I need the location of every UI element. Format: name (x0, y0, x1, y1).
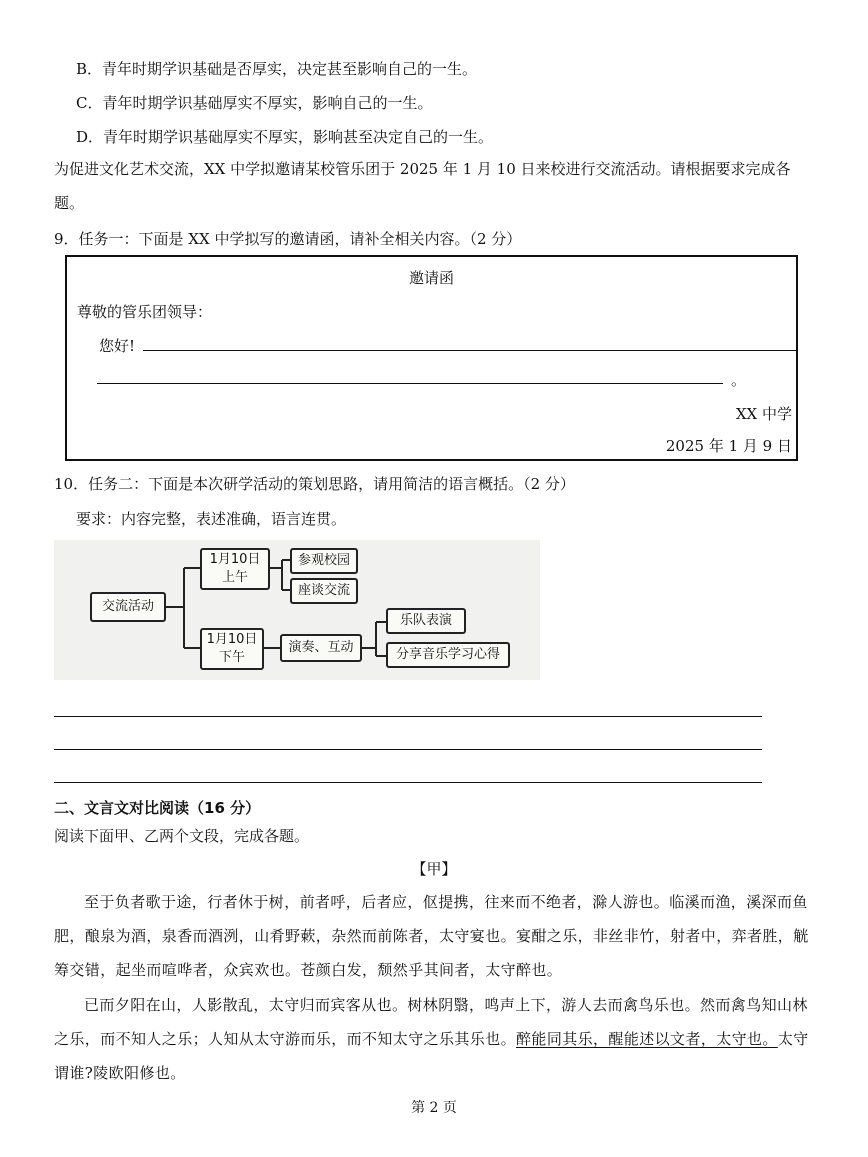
section-2-instruction: 阅读下面甲、乙两个文段，完成各题。 (54, 827, 310, 845)
page-number: 第 2 页 (411, 1100, 457, 1116)
question-9-prompt: 9．任务一：下面是 XX 中学拟写的邀请函，请补全相关内容。（2 分） (54, 230, 522, 248)
question-10-requirement: 要求：内容完整，表述准确，语言连贯。 (76, 510, 347, 528)
answer-blank-line-1[interactable] (143, 350, 797, 351)
diagram-morning-node (200, 548, 270, 590)
letter-date: 2025 年 1 月 9 日 (665, 437, 792, 455)
intro-paragraph: 为促进文化艺术交流，XX 中学拟邀请某校管乐团于 2025 年 1 月 10 日来校进行交流活动。请根据要求完成各题。 (54, 160, 791, 212)
letter-title: 邀请函 (408, 269, 454, 287)
question-10-prompt: 10．任务二：下面是本次研学活动的策划思路，请用简洁的语言概括。（2 分） (54, 475, 575, 493)
diagram-root-node: 交流活动 (90, 592, 166, 622)
paragraph-2-text: 已而夕阳在山，人影散乱，太守归而宾客从也。树林阴翳，鸣声上下，游人去而禽鸟乐也。然而禽鸟知山林之乐，而不知人之乐；人知从太守游而乐，而不知太守之乐其乐也。 (54, 996, 808, 1048)
morning-date: 1月10日 (209, 552, 261, 567)
letter-end-mark: 。 (731, 371, 747, 389)
afternoon-date: 1月10日 (206, 632, 258, 647)
invitation-letter-box (65, 255, 798, 461)
answer-line-1[interactable] (54, 716, 762, 717)
diagram-sharing-node: 分享音乐学习心得 (386, 642, 510, 668)
option-c: C．青年时期学识基础厚实不厚实，影响自己的一生。 (76, 94, 433, 112)
paragraph-2-ending: 太守谓谁?陵欧阳修也。 (54, 1030, 809, 1082)
answer-line-2[interactable] (54, 749, 762, 750)
passage-jia-label: 【甲】 (411, 860, 457, 878)
diagram-campus-tour-node: 参观校园 (290, 548, 358, 574)
section-2-heading: 二、文言文对比阅读（16 分） (54, 799, 261, 817)
letter-greeting: 您好! (99, 337, 136, 355)
underlined-sentence: 醉能同其乐，醒能述以文者，太守也。 (516, 1030, 778, 1048)
option-b: B．青年时期学识基础是否厚实，决定甚至影响自己的一生。 (76, 60, 478, 78)
diagram-afternoon-node (200, 628, 264, 670)
afternoon-period: 下午 (218, 650, 245, 665)
activity-plan-diagram (54, 540, 540, 680)
diagram-discussion-node: 座谈交流 (290, 578, 358, 604)
passage-jia-paragraph-1: 至于负者歌于途，行者休于树，前者呼，后者应，伛提携，往来而不绝者，滁人游也。临溪而渔，溪深而鱼肥，酿泉为酒，泉香而酒洌，山肴野蔌，杂然而前陈者，太守宴也。宴酣之乐，非丝非竹，射者中，弈者胜，觥筹交错，起坐而喧哗者，众宾欢也。苍颜白发，颓然乎其间者，太守醉也。 (54, 893, 809, 979)
morning-period: 上午 (221, 570, 248, 585)
answer-blank-line-2[interactable] (97, 383, 723, 384)
diagram-band-show-node: 乐队表演 (386, 608, 466, 634)
answer-line-3[interactable] (54, 782, 762, 783)
letter-salutation: 尊敬的管乐团领导： (77, 303, 213, 321)
diagram-performance-node: 演奏、互动 (280, 634, 362, 662)
letter-sender: XX 中学 (735, 405, 792, 423)
passage-jia-paragraph-2 (54, 988, 814, 1090)
option-d: D．青年时期学识基础厚实不厚实，影响甚至决定自己的一生。 (76, 128, 494, 146)
